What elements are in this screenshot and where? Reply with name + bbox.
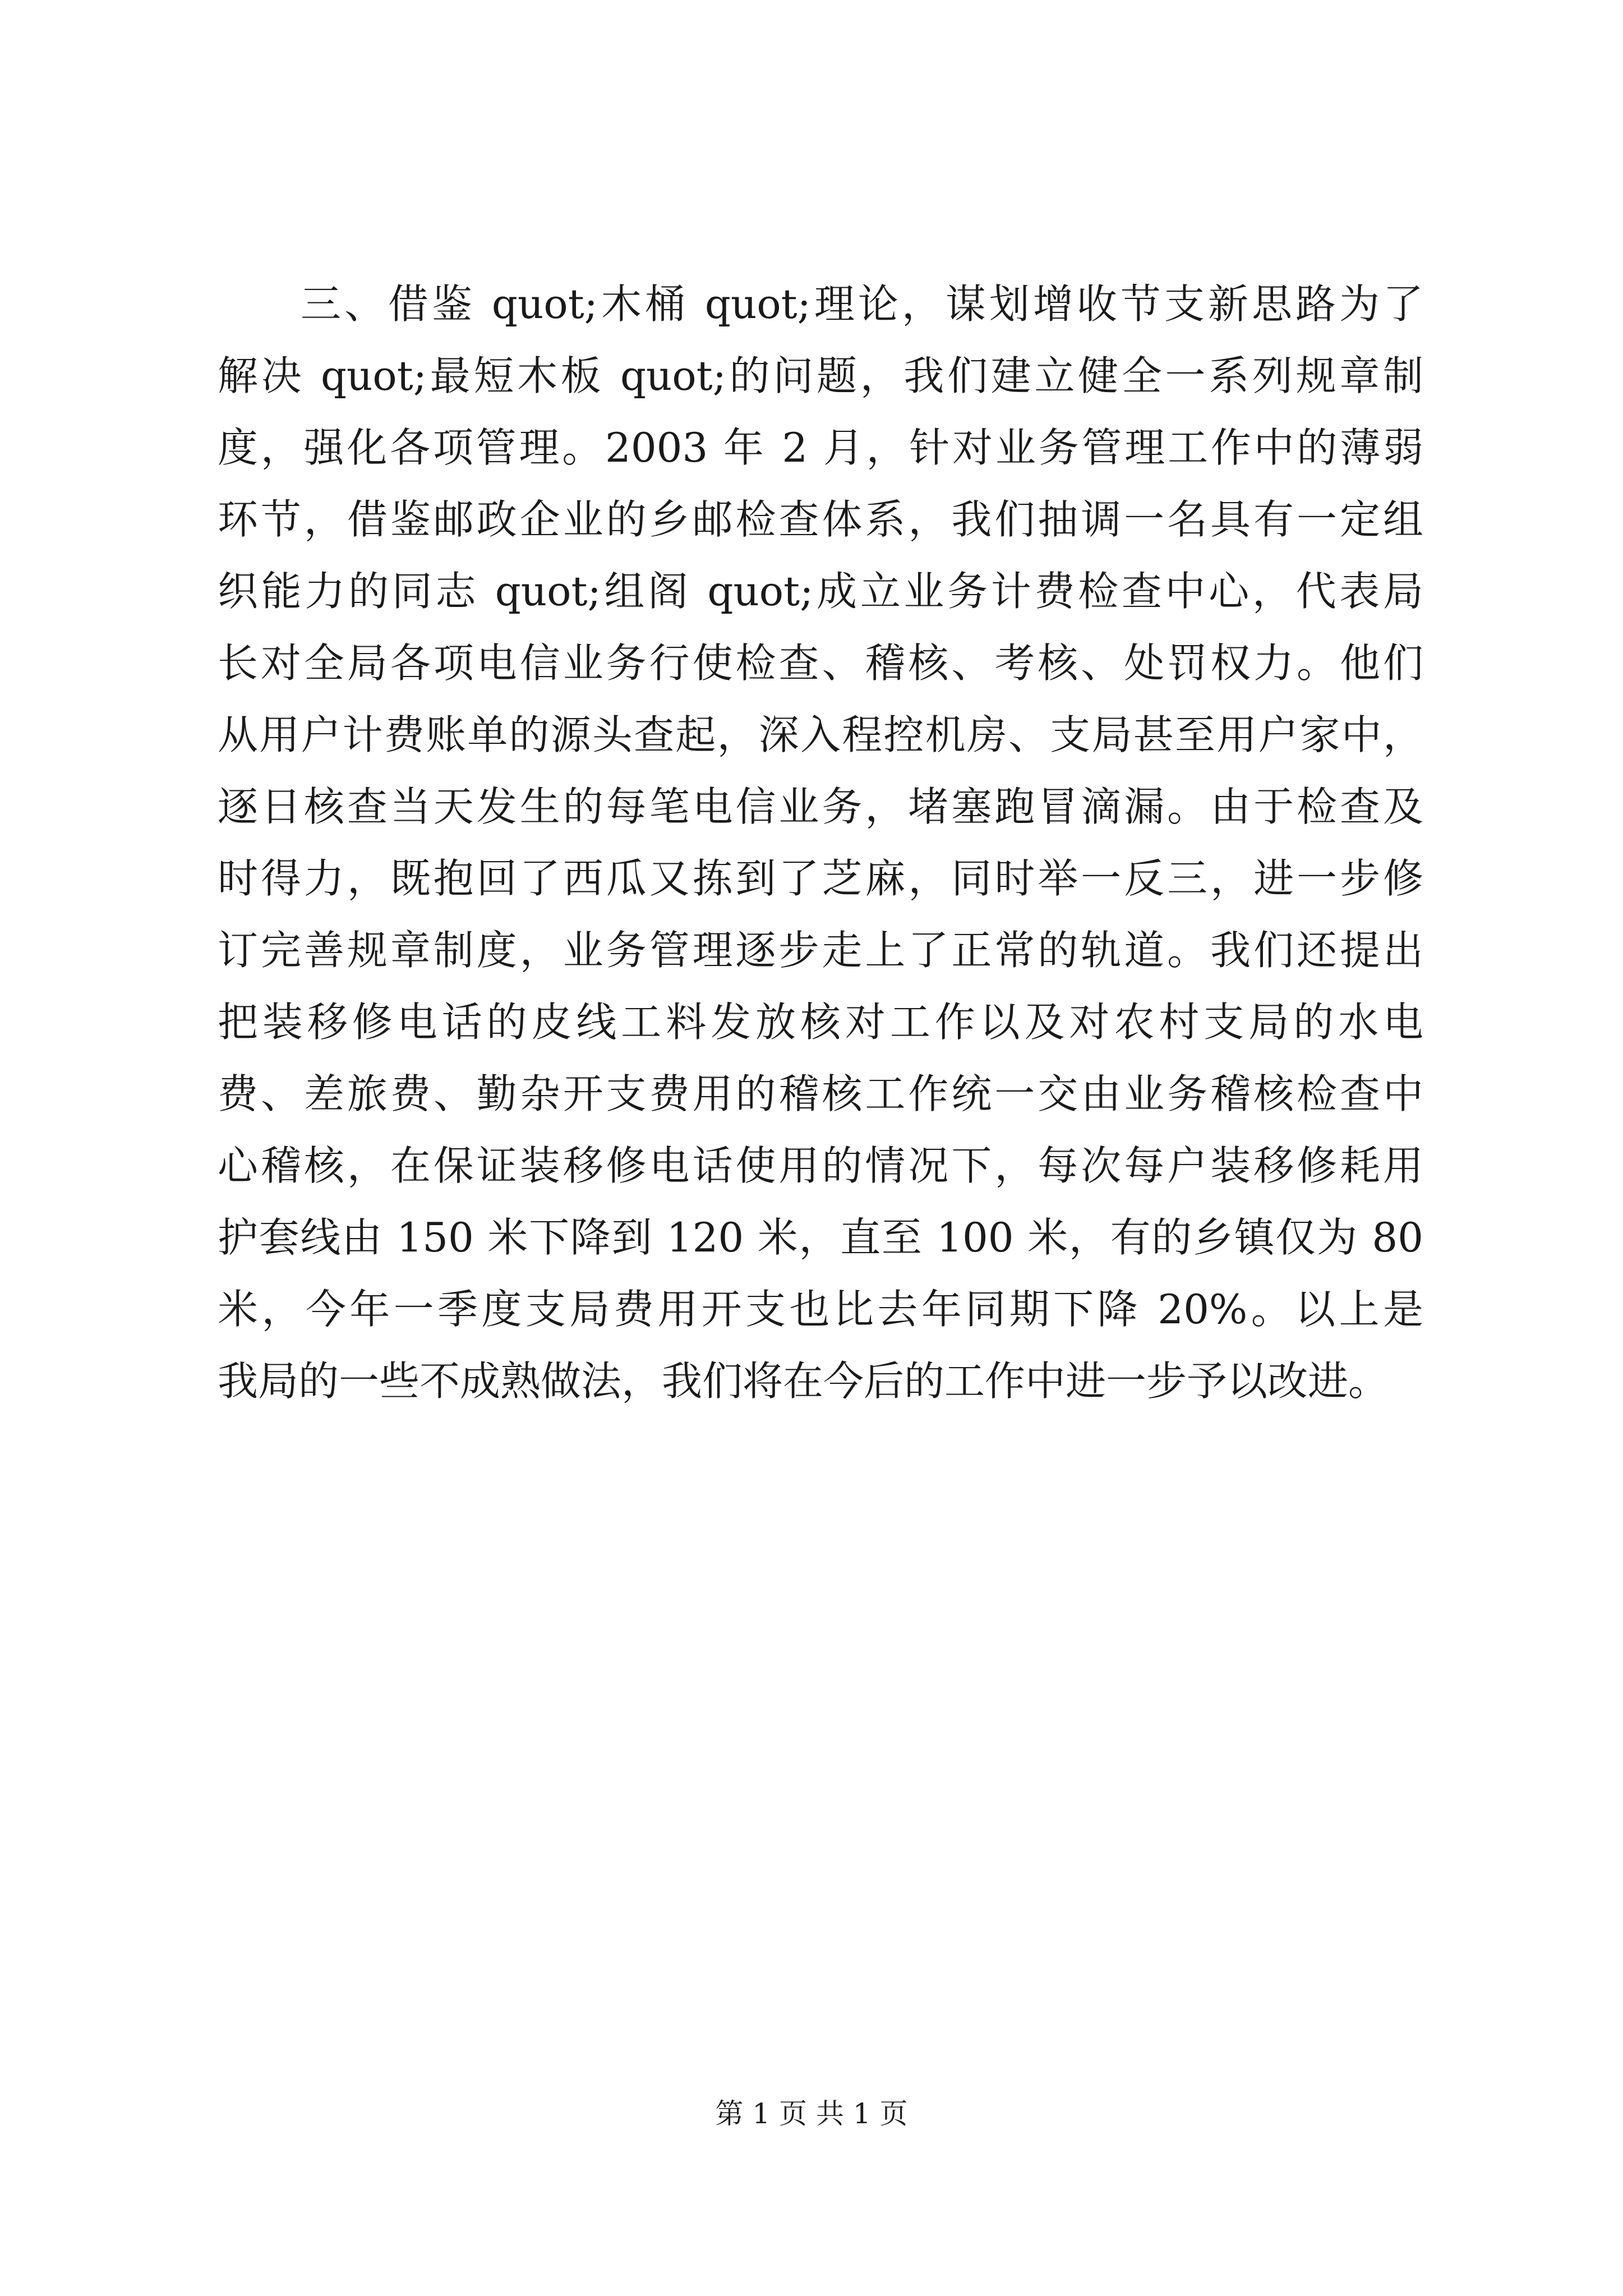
paragraph-line: 米，今年一季度支局费用开支也比去年同期下降 20%。以上是 xyxy=(218,1286,1423,1333)
paragraph-line: 护套线由 150 米下降到 120 米，直至 100 米，有的乡镇仅为 80 xyxy=(218,1214,1423,1261)
paragraph-line: 环节，借鉴邮政企业的乡邮检查体系，我们抽调一名具有一定组 xyxy=(218,496,1423,543)
paragraph-line: 心稽核，在保证装移修电话使用的情况下，每次每户装移修耗用 xyxy=(218,1142,1423,1189)
paragraph-line: 度，强化各项管理。2003 年 2 月，针对业务管理工作中的薄弱 xyxy=(218,424,1423,471)
paragraph-line: 逐日核查当天发生的每笔电信业务，堵塞跑冒滴漏。由于检查及 xyxy=(218,783,1423,830)
page-number-footer: 第 1 页 共 1 页 xyxy=(715,2097,908,2130)
paragraph-line: 费、差旅费、勤杂开支费用的稽核工作统一交由业务稽核检查中 xyxy=(218,1070,1423,1117)
paragraph-line: 我局的一些不成熟做法，我们将在今后的工作中进一步予以改进。 xyxy=(218,1358,1389,1405)
paragraph-line: 从用户计费账单的源头查起，深入程控机房、支局甚至用户家中， xyxy=(218,711,1423,758)
paragraph-line: 把装移修电话的皮线工料发放核对工作以及对农村支局的水电 xyxy=(218,999,1423,1046)
paragraph-line: 三、借鉴 quot;木桶 quot;理论，谋划增收节支新思路为了 xyxy=(301,280,1423,328)
paragraph-line: 织能力的同志 quot;组阁 quot;成立业务计费检查中心，代表局 xyxy=(218,568,1423,615)
body-paragraph xyxy=(218,268,1423,1417)
paragraph-line: 时得力，既抱回了西瓜又拣到了芝麻，同时举一反三，进一步修 xyxy=(218,855,1423,902)
paragraph-line: 订完善规章制度，业务管理逐步走上了正常的轨道。我们还提出 xyxy=(218,927,1423,974)
paragraph-line: 解决 quot;最短木板 quot;的问题，我们建立健全一系列规章制 xyxy=(218,352,1423,399)
paragraph-line: 长对全局各项电信业务行使检查、稽核、考核、处罚权力。他们 xyxy=(218,639,1423,687)
